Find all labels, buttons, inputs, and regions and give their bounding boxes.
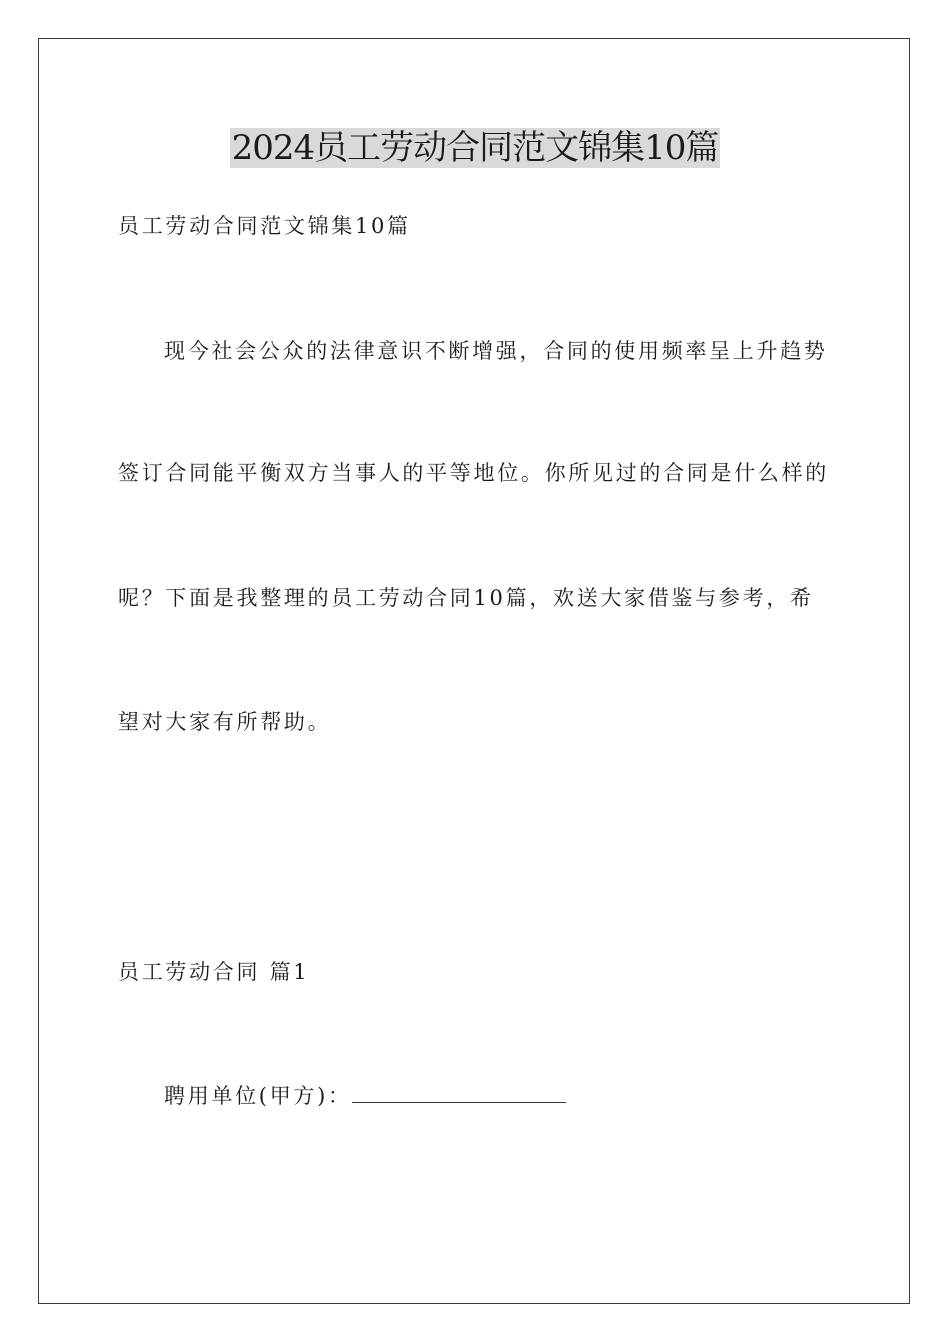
employer-field <box>164 1082 566 1110</box>
document-title-text: 2024员工劳动合同范文锦集10篇 <box>231 128 719 168</box>
employer-blank <box>352 1082 566 1103</box>
intro-line-2: 签订合同能平衡双方当事人的平等地位。你所见过的合同是什么样的 <box>118 461 829 485</box>
intro-line-1: 现今社会公众的法律意识不断增强，合同的使用频率呈上升趋势 <box>164 339 828 363</box>
intro-line-3: 呢？下面是我整理的员工劳动合同10篇，欢送大家借鉴与参考，希 <box>118 586 814 610</box>
employer-label: 聘用单位(甲方)： <box>164 1084 352 1108</box>
document-subtitle: 员工劳动合同范文锦集10篇 <box>118 214 411 238</box>
intro-line-4: 望对大家有所帮助。 <box>118 710 332 734</box>
document-title <box>0 126 950 170</box>
section-heading: 员工劳动合同 篇1 <box>118 960 310 984</box>
